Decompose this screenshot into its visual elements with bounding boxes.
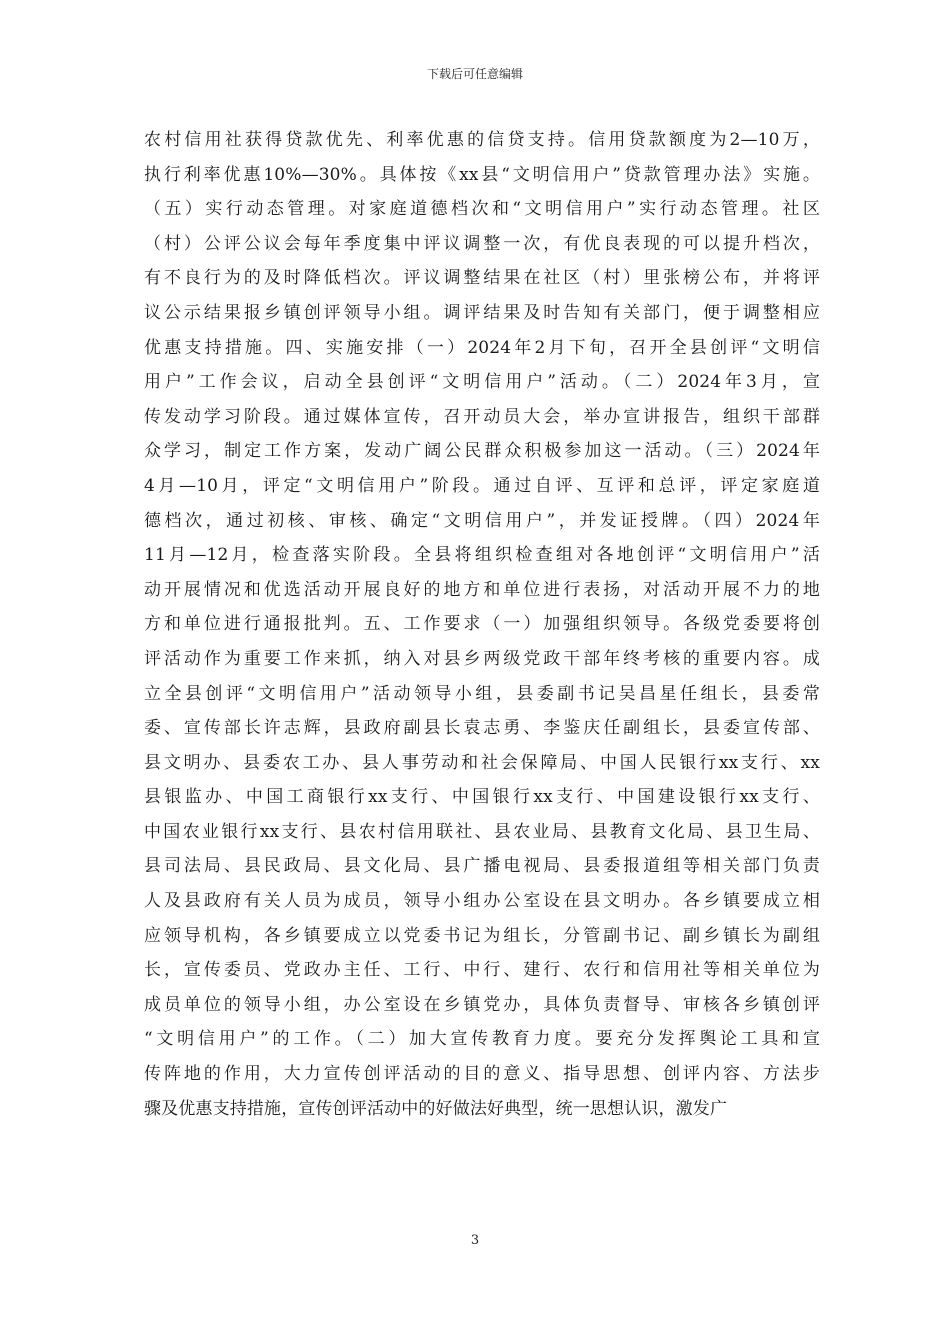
text-line: 委、宣传部长许志辉，县政府副县长袁志勇、李鉴庆任副组长，县委宣传部、	[144, 718, 820, 739]
body-text	[144, 123, 820, 1126]
text-line: 众学习，制定工作方案，发动广阔公民群众积极参加这一活动。（三）2024年	[144, 441, 820, 462]
page-header: 下载后可任意编辑	[426, 67, 523, 81]
text-line: 成员单位的领导小组，办公室设在乡镇党办，具体负责督导、审核各乡镇创评	[144, 994, 820, 1015]
text-line: 人及县政府有关人员为成员，领导小组办公室设在县文明办。各乡镇要成立相	[144, 891, 820, 912]
text-line: 中国农业银行xx支行、县农村信用联社、县农业局、县教育文化局、县卫生局、	[144, 821, 820, 842]
text-line: （五）实行动态管理。对家庭道德档次和“文明信用户”实行动态管理。社区	[144, 199, 820, 220]
text-line: 骤及优惠支持措施，宣传创评活动中的好做法好典型，统一思想认识，激发广	[144, 1098, 728, 1119]
text-line: 县司法局、县民政局、县文化局、县广播电视局、县委报道组等相关部门负责	[144, 856, 820, 877]
text-line: 优惠支持措施。四、实施安排（一）2024年2月下旬，召开全县创评“文明信	[144, 337, 820, 358]
text-line: 农村信用社获得贷款优先、利率优惠的信贷支持。信用贷款额度为2—10万，	[144, 130, 820, 150]
text-line: （村）公评公议会每年季度集中评议调整一次，有优良表现的可以提升档次，	[144, 233, 820, 254]
page-number: 3	[470, 1233, 480, 1248]
text-line: 有不良行为的及时降低档次。评议调整结果在社区（村）里张榜公布，并将评	[144, 268, 820, 289]
text-line: 用户”工作会议，启动全县创评“文明信用户”活动。（二）2024年3月，宣	[144, 372, 820, 393]
text-line: 执行利率优惠10%—30%。具体按《xx县“文明信用户”贷款管理办法》实施。	[144, 164, 820, 185]
text-line: 评活动作为重要工作来抓，纳入对县乡两级党政干部年终考核的重要内容。成	[144, 648, 820, 669]
text-line: 动开展情况和优选活动开展良好的地方和单位进行表扬，对活动开展不力的地	[144, 579, 820, 600]
text-line: 县银监办、中国工商银行xx支行、中国银行xx支行、中国建设银行xx支行、	[144, 787, 820, 808]
text-line: 4月—10月，评定“文明信用户”阶段。通过自评、互评和总评，评定家庭道	[144, 475, 820, 496]
text-line: 议公示结果报乡镇创评领导小组。调评结果及时告知有关部门，便于调整相应	[144, 302, 820, 323]
text-line: 传阵地的作用，大力宣传创评活动的目的意义、指导思想、创评内容、方法步	[144, 1064, 820, 1085]
text-line: 应领导机构，各乡镇要成立以党委书记为组长，分管副书记、副乡镇长为副组	[144, 925, 820, 946]
text-line: 立全县创评“文明信用户”活动领导小组，县委副书记吴昌星任组长，县委常	[144, 683, 820, 704]
text-line: 传发动学习阶段。通过媒体宣传，召开动员大会，举办宣讲报告，组织干部群	[144, 406, 820, 427]
text-line: 11月—12月，检查落实阶段。全县将组织检查组对各地创评“文明信用户”活	[144, 545, 820, 566]
text-line: 长，宣传委员、党政办主任、工行、中行、建行、农行和信用社等相关单位为	[144, 960, 820, 981]
text-line: 方和单位进行通报批判。五、工作要求（一）加强组织领导。各级党委要将创	[144, 614, 820, 635]
text-line: 县文明办、县委农工办、县人事劳动和社会保障局、中国人民银行xx支行、xx	[144, 752, 820, 773]
text-line: 德档次，通过初核、审核、确定“文明信用户”，并发证授牌。（四）2024年	[144, 510, 820, 531]
text-line: “文明信用户”的工作。（二）加大宣传教育力度。要充分发挥舆论工具和宣	[144, 1029, 820, 1050]
